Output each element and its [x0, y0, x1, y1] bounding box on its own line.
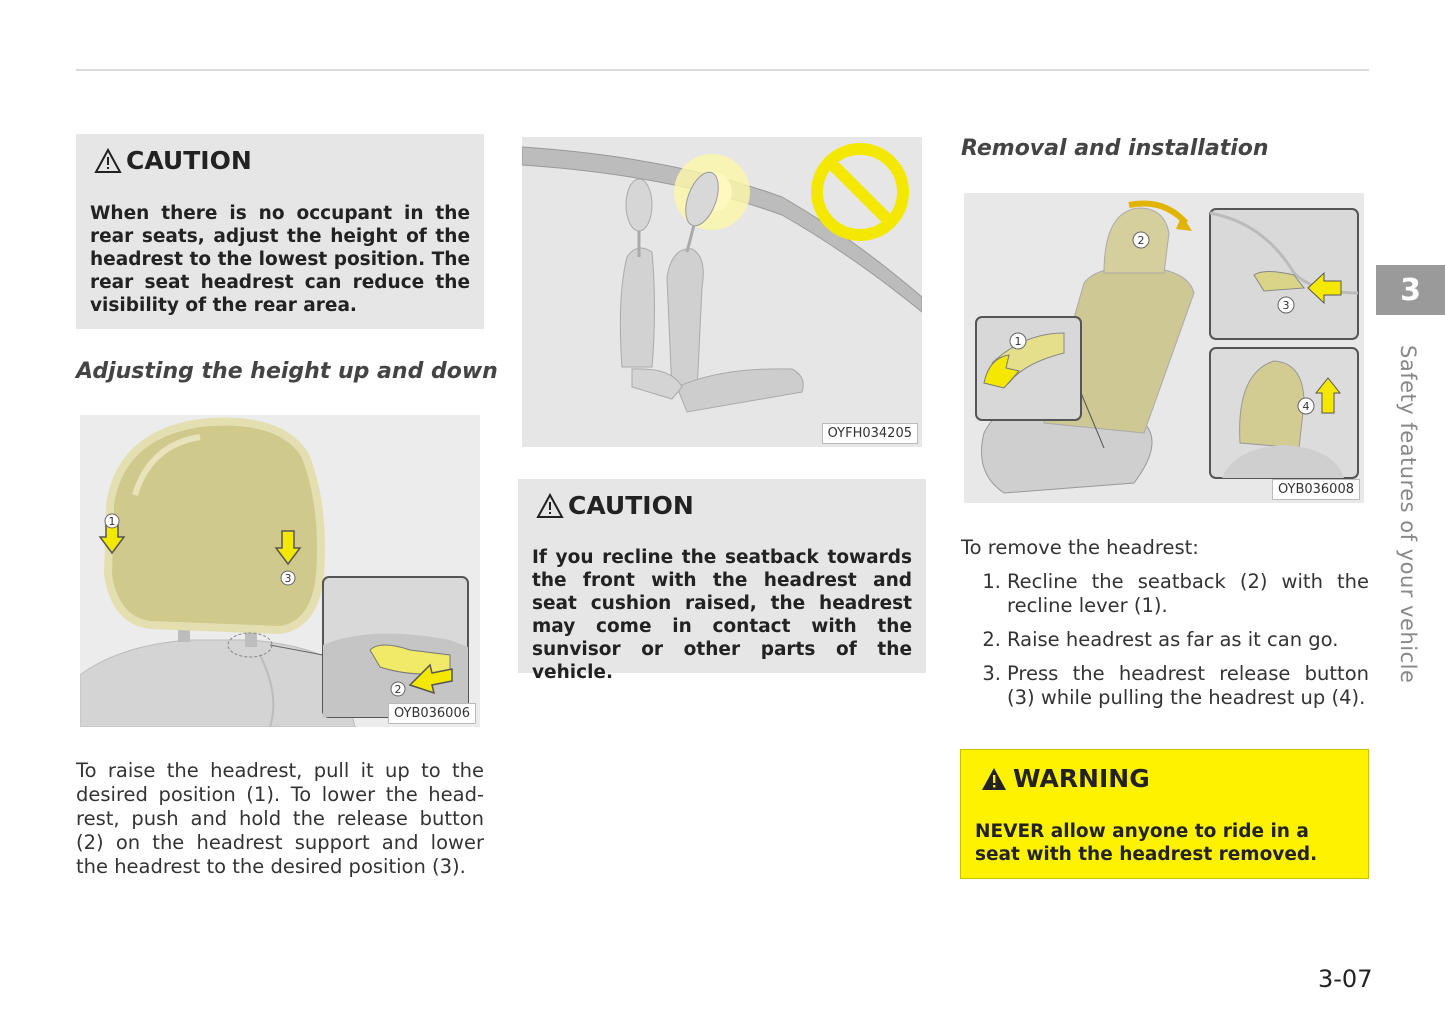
figure-code: OYB036008 — [1272, 479, 1360, 500]
adjust-paragraph: To raise the headrest, pull it up to the desired position (1). To lower the head-rest, push and hold the release button (2) on the headrest support and lower the headrest to the desired position (3). — [76, 759, 484, 878]
list-item — [961, 628, 1369, 652]
list-item — [961, 570, 1369, 618]
chapter-tab[interactable]: 3 — [1376, 265, 1445, 315]
step-number: 2. — [982, 628, 1001, 651]
svg-text:1: 1 — [108, 515, 116, 528]
figure-code: OYFH034205 — [822, 423, 918, 444]
caution-heading — [536, 491, 694, 520]
headrest-adjust-illustration — [80, 415, 480, 727]
svg-text:2: 2 — [394, 683, 402, 696]
figure-headrest-adjust — [80, 415, 480, 727]
svg-text:2: 2 — [1137, 234, 1145, 247]
warning-heading-text: WARNING — [1013, 764, 1150, 793]
step-number: 3. — [982, 662, 1001, 685]
top-rule — [76, 69, 1369, 71]
caution-box-recline — [518, 479, 926, 683]
caution-body: If you recline the seatback towards the front with the headrest and seat cushion raised, the headrest may come in contact with the sunvisor or other parts of the vehicle. — [532, 547, 912, 683]
svg-text:3: 3 — [284, 572, 292, 585]
section-heading-adjust: Adjusting the height up and down — [76, 359, 498, 384]
warning-body: NEVER allow anyone to ride in a seat with the headrest removed. — [975, 821, 1318, 865]
removal-intro: To remove the headrest: — [961, 536, 1199, 559]
warning-triangle-icon — [981, 767, 1007, 791]
caution-heading — [94, 146, 252, 175]
svg-text:4: 4 — [1302, 400, 1310, 413]
step-text: Raise headrest as far as it can go. — [1007, 628, 1339, 651]
chapter-side-title: Safety features of your vehicle — [1396, 345, 1420, 684]
caution-box-rear-seats — [76, 134, 484, 329]
figure-code: OYB036006 — [388, 703, 476, 724]
page-number: 3-07 — [1318, 965, 1373, 993]
caution-heading-text: CAUTION — [126, 146, 252, 175]
svg-text:1: 1 — [1014, 335, 1022, 348]
section-heading-removal: Removal and installation — [961, 136, 1269, 161]
warning-heading — [981, 764, 1150, 793]
removal-steps — [961, 536, 1369, 710]
caution-triangle-icon — [536, 493, 564, 519]
list-item — [961, 662, 1369, 710]
warning-box — [960, 749, 1369, 879]
figure-headrest-removal — [964, 193, 1364, 503]
caution-heading-text: CAUTION — [568, 491, 694, 520]
recline-illustration — [522, 137, 922, 447]
removal-illustration — [964, 193, 1364, 503]
caution-body: When there is no occupant in the rear seats, adjust the height of the headrest to the lowest position. The rear seat headrest can reduce the visibility of the rear area. — [90, 203, 470, 316]
svg-text:3: 3 — [1282, 299, 1290, 312]
caution-triangle-icon — [94, 148, 122, 174]
step-text: Recline the seatback (2) with the recline lever (1). — [1007, 570, 1369, 617]
figure-recline-warning — [522, 137, 922, 447]
step-text: Press the headrest release button (3) while pulling the headrest up (4). — [1007, 662, 1369, 709]
step-number: 1. — [982, 570, 1001, 593]
